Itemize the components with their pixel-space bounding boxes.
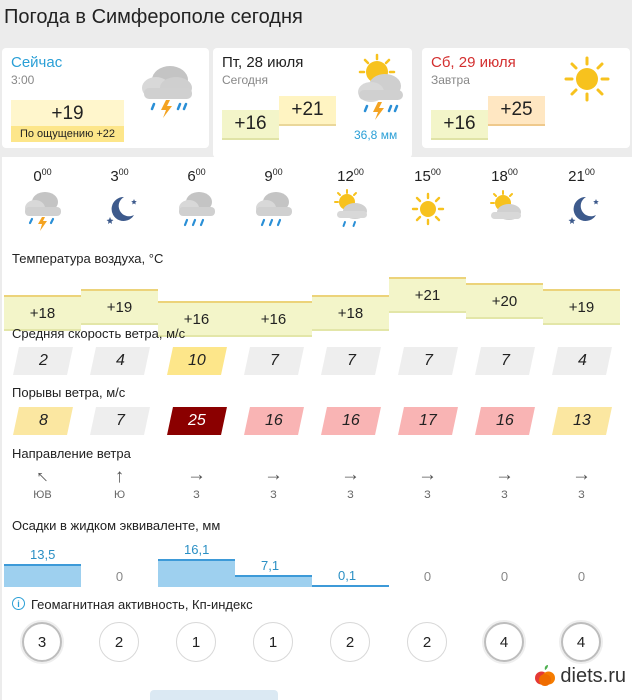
- wind-direction-label: З: [578, 489, 585, 501]
- kp-index-circle: 2: [407, 622, 447, 662]
- sun-icon: [389, 187, 466, 235]
- gust-cell: [398, 407, 458, 435]
- temp-section-label: Температура воздуха, °C: [12, 251, 164, 266]
- card-today-temp-min: +16: [222, 110, 279, 140]
- wind-speed-cell: [167, 347, 227, 375]
- gust-value: 7: [115, 412, 125, 429]
- wind-speed-value: 4: [115, 352, 125, 369]
- wind-arrow-icon: ↑: [114, 466, 125, 487]
- wind-arrow-icon: ↑: [31, 465, 53, 488]
- precip-value: 0: [423, 569, 432, 584]
- gust-cell: [244, 407, 304, 435]
- precip-value: 0: [577, 569, 586, 584]
- wind-speed-value: 7: [500, 352, 510, 369]
- wind-direction-cell: [158, 465, 235, 501]
- hour-label: $18^{00}$: [491, 167, 518, 185]
- cloud-thunder-rain-icon: [136, 58, 200, 127]
- gust-cell: [13, 407, 73, 435]
- card-now-feels: По ощущению +22: [11, 126, 124, 142]
- wind-direction-section-label: Направление ветра: [12, 446, 131, 461]
- gust-section-label: Порывы ветра, м/с: [12, 385, 126, 400]
- card-tomorrow-temp-min: +16: [431, 110, 488, 140]
- temp-cell: +16: [158, 301, 235, 337]
- wind-direction-label: ЮВ: [33, 489, 52, 501]
- wind-arrow-icon: ↑: [494, 472, 516, 482]
- wind-direction-cell: [4, 465, 81, 501]
- hour-label: $15^{00}$: [414, 167, 441, 185]
- wind-speed-cell: [13, 347, 73, 375]
- wind-direction-cell: [543, 465, 620, 501]
- kp-index-circle: 2: [99, 622, 139, 662]
- watermark-text: diets.ru: [560, 664, 626, 687]
- precip-value: 13,5: [30, 547, 56, 562]
- wind-direction-cell: [312, 465, 389, 501]
- wind-section-label: Средняя скорость ветра, м/с: [12, 326, 186, 341]
- kp-index-circle: 1: [253, 622, 293, 662]
- precip-value: 0: [500, 569, 509, 584]
- precip-value: 0,1: [338, 568, 357, 583]
- moon-stars-icon: [81, 187, 158, 235]
- bottom-tab-stub[interactable]: [2, 690, 138, 700]
- wind-speed-value: 10: [188, 352, 206, 369]
- card-today-temp-max: +21: [279, 96, 336, 126]
- wind-direction-label: З: [424, 489, 431, 501]
- wind-speed-cell: [552, 347, 612, 375]
- wind-direction-label: З: [270, 489, 277, 501]
- wind-direction-cell: [235, 465, 312, 501]
- kp-index-circle: 4: [561, 622, 601, 662]
- sun-cloud-icon: [466, 187, 543, 235]
- temp-cell: +19: [81, 289, 158, 325]
- temp-cell: +21: [389, 277, 466, 313]
- watermark: [534, 664, 626, 688]
- precip-value: 7,1: [261, 558, 280, 573]
- wind-speed-cell: [321, 347, 381, 375]
- gust-value: 16: [496, 412, 514, 429]
- wind-direction-label: Ю: [113, 489, 126, 501]
- hour-label: $12^{00}$: [337, 167, 364, 185]
- wind-speed-value: 7: [269, 352, 279, 369]
- hourly-forecast-panel: [2, 157, 632, 700]
- temp-cell: +19: [543, 289, 620, 325]
- kp-section-label: Геомагнитная активность, Кп-индекс: [31, 597, 253, 612]
- precip-value: 16,1: [184, 542, 210, 557]
- wind-direction-label: З: [193, 489, 200, 501]
- temp-cell: +18: [4, 295, 81, 331]
- precip-value: 0: [115, 569, 124, 584]
- sun-cloud-thunder-rain-icon: [351, 52, 409, 133]
- gust-value: 13: [573, 412, 591, 429]
- hour-label: $6^{00}$: [187, 167, 206, 185]
- gust-cell: [552, 407, 612, 435]
- card-tomorrow[interactable]: [422, 48, 630, 148]
- card-tomorrow-label: Завтра: [431, 73, 470, 87]
- gust-value: 25: [188, 412, 206, 429]
- moon-stars-icon: [543, 187, 620, 235]
- gust-cell: [321, 407, 381, 435]
- wind-arrow-icon: ↑: [186, 472, 208, 482]
- gust-value: 16: [342, 412, 360, 429]
- hour-label: $21^{00}$: [568, 167, 595, 185]
- wind-speed-value: 7: [423, 352, 433, 369]
- wind-speed-cell: [244, 347, 304, 375]
- wind-arrow-icon: ↑: [263, 472, 285, 482]
- gust-cell: [90, 407, 150, 435]
- card-now-temp: +19: [11, 100, 124, 128]
- card-now-day: Сейчас: [11, 54, 63, 71]
- wind-arrow-icon: ↑: [571, 472, 593, 482]
- apple-logo-icon: [534, 664, 556, 688]
- card-today-precip: 36,8 мм: [354, 128, 398, 142]
- precip-bar: [312, 585, 389, 587]
- hour-label: $9^{00}$: [264, 167, 283, 185]
- kp-index-circle: 2: [330, 622, 370, 662]
- wind-direction-label: З: [501, 489, 508, 501]
- cloud-thunder-rain-icon: [4, 187, 81, 235]
- precip-bar: [235, 575, 312, 587]
- wind-speed-value: 2: [38, 352, 48, 369]
- page-title: Погода в Симферополе сегодня: [4, 6, 303, 28]
- wind-direction-label: З: [347, 489, 354, 501]
- cloud-rain-icon: [235, 187, 312, 235]
- temp-cell: +16: [235, 301, 312, 337]
- sun-icon: [562, 54, 612, 109]
- gust-cell: [167, 407, 227, 435]
- wind-arrow-icon: ↑: [340, 472, 362, 482]
- wind-speed-value: 4: [577, 352, 587, 369]
- wind-direction-cell: [466, 465, 543, 501]
- card-now[interactable]: [2, 48, 209, 148]
- gust-value: 8: [38, 412, 48, 429]
- bottom-tab-stub[interactable]: [150, 690, 278, 700]
- wind-arrow-icon: ↑: [417, 472, 439, 482]
- wind-direction-cell: [389, 465, 466, 501]
- kp-index-circle: 4: [484, 622, 524, 662]
- cloud-rain-icon: [158, 187, 235, 235]
- info-icon[interactable]: i: [12, 597, 25, 610]
- card-tomorrow-day: Сб, 29 июля: [431, 54, 516, 71]
- temp-cell: +20: [466, 283, 543, 319]
- sun-cloud-rain-icon: [312, 187, 389, 235]
- wind-speed-value: 7: [346, 352, 356, 369]
- card-today-day: Пт, 28 июля: [222, 54, 304, 71]
- precip-section-label: Осадки в жидком эквиваленте, мм: [12, 518, 221, 533]
- precip-bar: [158, 559, 235, 587]
- kp-index-circle: 3: [22, 622, 62, 662]
- temp-cell: +18: [312, 295, 389, 331]
- card-now-time: 3:00: [11, 73, 35, 87]
- precip-bar: [4, 564, 81, 587]
- wind-speed-cell: [398, 347, 458, 375]
- card-today-label: Сегодня: [222, 73, 268, 87]
- gust-value: 16: [265, 412, 283, 429]
- card-today[interactable]: [213, 48, 412, 158]
- card-tomorrow-temp-max: +25: [488, 96, 545, 126]
- wind-direction-cell: [81, 465, 158, 501]
- gust-cell: [475, 407, 535, 435]
- wind-speed-cell: [475, 347, 535, 375]
- hour-label: $3^{00}$: [110, 167, 129, 185]
- gust-value: 17: [419, 412, 437, 429]
- kp-index-circle: 1: [176, 622, 216, 662]
- wind-speed-cell: [90, 347, 150, 375]
- hour-label: $0^{00}$: [33, 167, 52, 185]
